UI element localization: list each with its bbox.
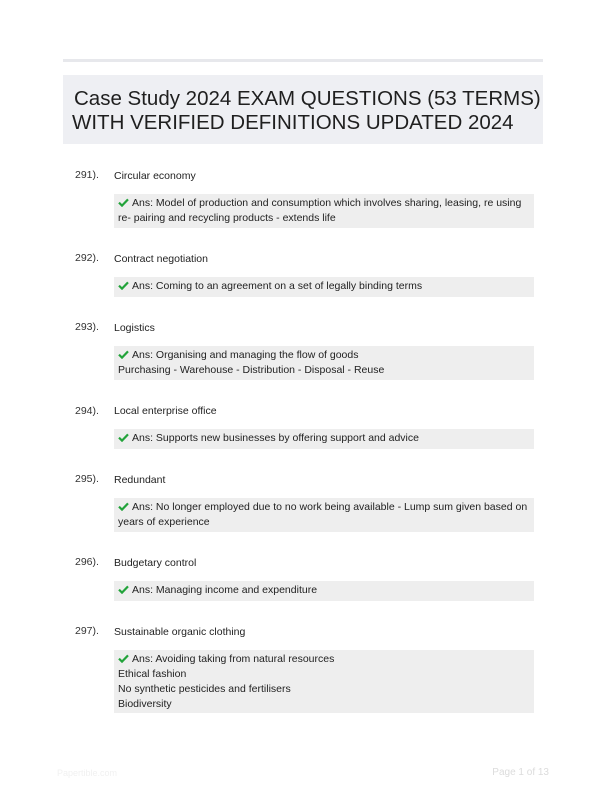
answer-box [114,277,534,297]
document-title-box [63,75,543,144]
answer-box [114,194,534,228]
question-number: 297). [75,625,99,637]
question-number: 293). [75,321,99,333]
answer-box [114,650,534,713]
answer-line [118,583,530,598]
answer-line: Biodiversity [118,698,172,710]
question-number: 296). [75,556,99,568]
top-divider [63,59,543,62]
answer-text: Ans: Organising and managing the flow of goods [132,349,359,361]
check-icon [118,281,129,290]
question-number: 291). [75,169,99,181]
answer-line: years of experience [118,516,210,528]
answer-box [114,498,534,532]
answer-line [118,279,530,294]
answer-line: Purchasing - Warehouse - Distribution - Disposal - Reuse [118,364,385,376]
question-number: 295). [75,473,99,485]
check-icon [118,350,129,359]
question-number: 292). [75,252,99,264]
page-number-label: Page 1 of 13 [492,767,549,778]
question-term: Local enterprise office [114,405,217,417]
check-icon [118,502,129,511]
question-term: Contract negotiation [114,253,208,265]
answer-text: Ans: Model of production and consumption which involves sharing, leasing, re using [132,197,522,209]
answer-text: Ans: Avoiding taking from natural resources [132,653,335,665]
question-term: Logistics [114,322,155,334]
answer-text: Ans: Coming to an agreement on a set of legally binding terms [132,280,423,292]
footer-watermark: Papertible.com [57,768,118,778]
question-number: 294). [75,405,99,417]
answer-text: Ans: Managing income and expenditure [132,584,318,596]
document-title-line-1: Case Study 2024 EXAM QUESTIONS (53 TERMS) [74,87,541,110]
answer-box [114,581,534,601]
answer-line: Ethical fashion [118,668,187,680]
check-icon [118,198,129,207]
answer-line: No synthetic pesticides and fertilisers [118,683,291,695]
check-icon [118,433,129,442]
check-icon [118,654,129,663]
answer-line [118,431,530,446]
answer-line: re- pairing and recycling products - extends life [118,212,336,224]
answer-line [118,500,530,515]
answer-box [114,429,534,449]
check-icon [118,585,129,594]
answer-line [118,652,530,667]
question-term: Budgetary control [114,557,197,569]
document-title-line-2: WITH VERIFIED DEFINITIONS UPDATED 2024 [72,111,514,134]
question-term: Redundant [114,474,166,486]
answer-text: Ans: No longer employed due to no work being available - Lump sum given based on [132,501,528,513]
question-term: Circular economy [114,170,196,182]
answer-text: Ans: Supports new businesses by offering support and advice [132,432,419,444]
question-term: Sustainable organic clothing [114,626,246,638]
answer-box [114,346,534,380]
answer-line [118,196,530,211]
answer-line [118,348,530,363]
